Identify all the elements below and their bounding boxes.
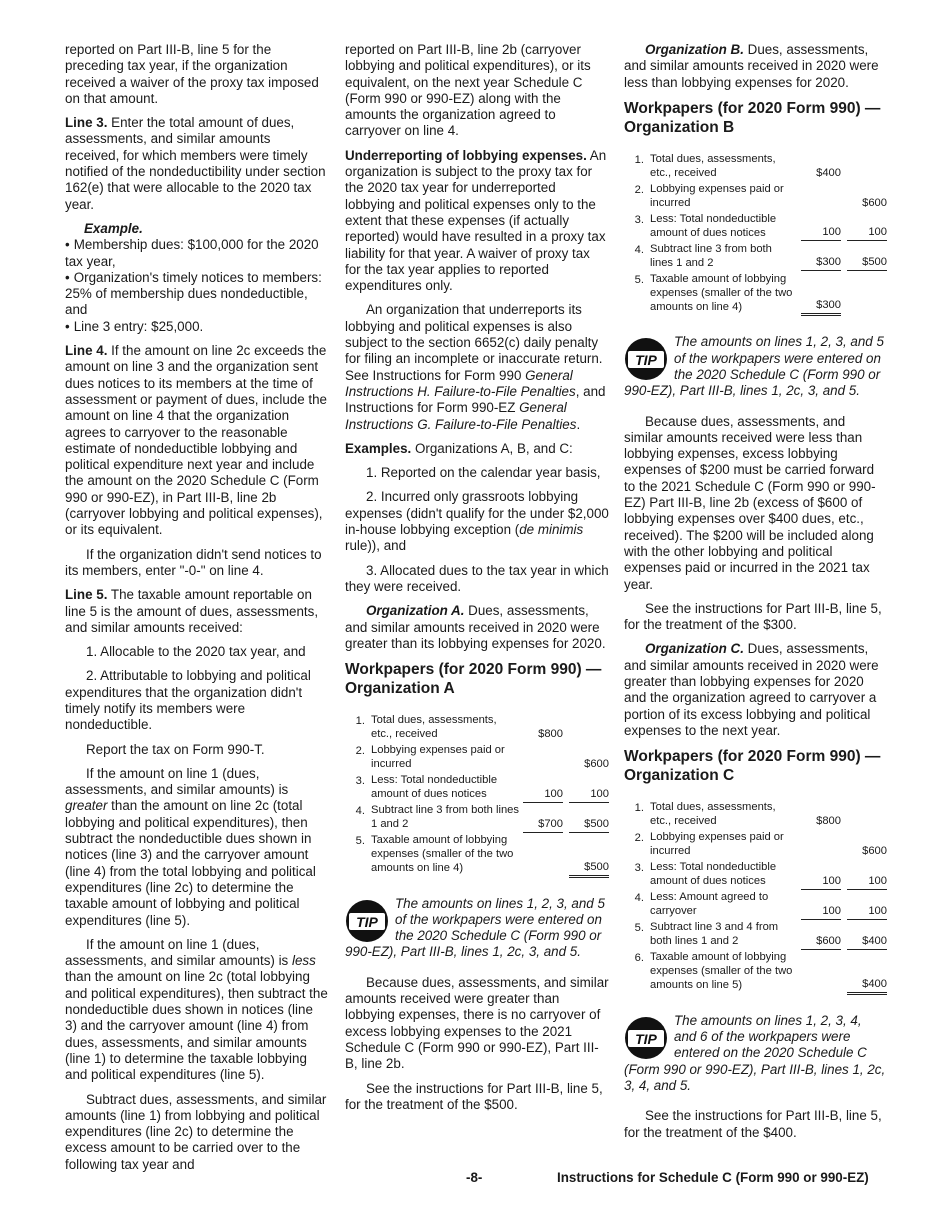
- table-row: [345, 832, 609, 876]
- amount-column-b: $600: [862, 845, 887, 858]
- bullet-icon: •: [65, 318, 70, 334]
- emphasis: less: [291, 953, 316, 969]
- line-description: Total dues, assessments, etc., received: [650, 801, 776, 828]
- amount-column-a: 100: [801, 859, 841, 889]
- line-3-heading: Line 3.: [65, 115, 108, 131]
- amount-column-a: [801, 829, 841, 859]
- line-number: 4.: [634, 243, 644, 256]
- org-a-heading: Organization A.: [366, 603, 465, 619]
- amount-column-a: $800: [538, 728, 563, 741]
- workpapers-b-table: [624, 151, 887, 317]
- line-description: Subtract line 3 from both lines 1 and 2: [650, 242, 772, 269]
- line-number: 1.: [634, 802, 644, 815]
- line-description: Total dues, assessments, etc., received: [371, 714, 497, 741]
- tip-icon: [345, 899, 389, 943]
- amount-column-a: $300: [801, 271, 841, 315]
- line-number: 5.: [355, 835, 365, 848]
- paragraph-examples: [345, 441, 609, 457]
- text: rule)), and: [345, 538, 407, 554]
- amount-column-a: 100: [801, 211, 841, 241]
- amount-column-b: $500: [569, 832, 609, 876]
- footer-title: Instructions for Schedule C (Form 990 or 990-EZ): [557, 1170, 869, 1185]
- tip-box: [345, 896, 609, 961]
- amount-column-a: $300: [801, 241, 841, 271]
- numbered-item: 2. Attributable to lobbying and political expenditures that the organization didn't timely notify its members were nondeductible.: [65, 668, 311, 733]
- underreporting-heading: Underreporting of lobbying expenses.: [345, 147, 587, 163]
- text: than the amount on line 2c (total lobbying and political expenditures), then subtract the nondeductible dues shown in notices (line 3) and the carryover amount (line 4) from the total lobbying and political expenditures (line 2c) to determine the taxable amount of lobbying and political expenditures (line 5).: [65, 798, 316, 928]
- emphasis: greater: [65, 798, 108, 814]
- tip-icon: [624, 1016, 668, 1060]
- column-2: [345, 42, 609, 1121]
- emphasis: General Instructions H. Failure-to-File Penalties: [345, 367, 576, 399]
- table-row: [345, 772, 609, 802]
- line-number: 2.: [355, 745, 365, 758]
- amount-column-a: $600: [801, 919, 841, 949]
- paragraph: See the instructions for Part III-B, line 5, for the treatment of the $400.: [624, 1108, 882, 1140]
- table-row: [624, 241, 887, 271]
- paragraph: Because dues, assessments, and similar amounts received were less than lobbying expenses, excess lobbying expenses of $200 must be carried forward to the 2021 Schedule C (Form 990 or 990-EZ) Part III-B, line 2b (excess of $600 of lobbying expenses over $400 dues, etc., received). The $200 will be included along with the other lobbying and political expenses paid or incurred in the 2021 tax year.: [624, 413, 876, 592]
- column-3: [624, 42, 887, 1149]
- text: An organization that underreports its lobbying and political expenses is also subject to the section 6652(c) daily penalty for filing an incomplete or inaccurate return. See Instructions for Form 990: [345, 302, 603, 383]
- paragraph-greater: [65, 766, 328, 929]
- line-5-text: The taxable amount reportable on line 5 is the amount of dues, assessments, and similar amounts received:: [65, 587, 319, 635]
- line-number: 4.: [355, 805, 365, 818]
- line-number: 1.: [634, 153, 644, 166]
- paragraph-underreporting: [345, 148, 609, 295]
- text: .: [576, 416, 581, 432]
- table-row: [345, 712, 609, 742]
- numbered-item: 1. Allocable to the 2020 tax year, and: [86, 644, 306, 660]
- numbered-item: [345, 489, 609, 554]
- tip-icon-label: TIP: [635, 1030, 657, 1047]
- table-row: [624, 829, 887, 859]
- numbered-item: 1. Reported on the calendar year basis,: [366, 465, 601, 481]
- paragraph: See the instructions for Part III-B, line 5, for the treatment of the $500.: [345, 1080, 603, 1112]
- line-description: Less: Total nondeductible amount of dues notices: [371, 774, 498, 801]
- org-b-text: Dues, assessments, and similar amounts received in 2020 were less than lobbying expenses for 2020.: [624, 42, 879, 90]
- text: than the amount on line 2c (total lobbying and political expenditures), then subtract the nondeductible dues shown in notices (line 3) and the carryover amount (line 4) from dues, assessments, and similar amounts (line 1) to determine the taxable lobbying and political expenditures (line 5).: [65, 969, 328, 1083]
- amount-column-a: 100: [523, 772, 563, 802]
- table-row: [624, 889, 887, 919]
- org-c-heading: Organization C.: [645, 641, 744, 657]
- table-row: [624, 859, 887, 889]
- table-row: [345, 802, 609, 832]
- amount-column-a: 100: [801, 889, 841, 919]
- amount-column-b: $400: [847, 949, 887, 993]
- amount-column-b: 100: [569, 772, 609, 802]
- workpapers-a-title: Workpapers (for 2020 Form 990) — Organization A: [345, 661, 602, 698]
- workpapers-b-title: Workpapers (for 2020 Form 990) — Organization B: [624, 99, 881, 136]
- workpapers-c-table: [624, 799, 887, 995]
- amount-column-a: [801, 949, 841, 993]
- paragraph-org-c: [624, 641, 887, 739]
- amount-column-b: $500: [569, 802, 609, 832]
- line-description: Less: Total nondeductible amount of dues notices: [650, 212, 777, 239]
- line-number: 2.: [634, 183, 644, 196]
- workpapers-a-table: [345, 712, 609, 878]
- line-description: Taxable amount of lobbying expenses (smaller of the two amounts on line 5): [650, 951, 793, 992]
- paragraph: reported on Part III-B, line 2b (carryover lobbying and political expenditures), or its equivalent, on the next year Schedule C (Form 990 or 990-EZ) along with the amounts the organization agreed to carryover on line 4.: [345, 42, 591, 139]
- bullet-icon: •: [65, 237, 70, 253]
- line-description: Lobbying expenses paid or incurred: [650, 182, 784, 209]
- bullet-text: Membership dues: $100,000 for the 2020 tax year,: [65, 237, 319, 269]
- table-row: [624, 151, 887, 181]
- org-a-text: Dues, assessments, and similar amounts received in 2020 were greater than its lobbying expenses for 2020.: [345, 603, 606, 651]
- workpapers-c-title: Workpapers (for 2020 Form 990) — Organization C: [624, 748, 881, 785]
- paragraph: Report the tax on Form 990-T.: [86, 741, 265, 757]
- line-number: 3.: [634, 213, 644, 226]
- line-3-text: Enter the total amount of dues, assessments, and similar amounts received, for which members were timely notified of the nondeductibility under section 162(e) that were allocable to the 2020 tax year.: [65, 115, 326, 212]
- paragraph: Subtract dues, assessments, and similar amounts (line 1) from lobbying and political expenditures (line 2c) to determine the excess amount to be carried over to the following tax year and: [65, 1091, 327, 1172]
- line-number: 4.: [634, 892, 644, 905]
- table-row: [624, 181, 887, 211]
- paragraph-penalty: [345, 302, 609, 432]
- amount-column-b: [569, 712, 609, 742]
- line-description: Less: Total nondeductible amount of dues notices: [650, 861, 777, 888]
- examples-text: Organizations A, B, and C:: [411, 440, 573, 456]
- line-description: Lobbying expenses paid or incurred: [650, 831, 784, 858]
- bullet-icon: •: [65, 269, 70, 285]
- amount-column-b: 100: [847, 859, 887, 889]
- line-description: Less: Amount agreed to carryover: [650, 891, 769, 918]
- tip-box: [624, 1013, 887, 1094]
- bullet-item: [65, 237, 328, 270]
- line-5-heading: Line 5.: [65, 587, 108, 603]
- amount-column-b: $500: [847, 241, 887, 271]
- amount-column-b: 100: [847, 211, 887, 241]
- paragraph: Because dues, assessments, and similar amounts received were greater than lobbying expenses, there is no carryover of excess lobbying expenses to the 2021 Schedule C (Form 990 or 990-EZ), Part III-B, line 2b.: [345, 974, 609, 1072]
- line-4-text: If the amount on line 2c exceeds the amount on line 3 and the organization sent dues notices to its members at the time of assessment or payment of dues, include the amount on line 4 that the organization agrees to carryover to the reasonable estimate of nondeductible lobbying and political expenditure next year and include the amount on the 2020 Schedule C (Form 990 or 990-EZ), in Part III-B, line 2b (carryover lobbying and political expenses), or its equivalent.: [65, 343, 328, 538]
- tip-icon: [624, 337, 668, 381]
- amount-column-b: 100: [847, 889, 887, 919]
- emphasis: General Instructions G. Failure-to-File Penalties: [345, 400, 577, 432]
- amount-column-a: [801, 181, 841, 211]
- text: 2. Incurred only grassroots lobbying expenses (didn't qualify for the under $2,000 in-house lobbying exception (: [345, 489, 609, 538]
- line-description: Subtract line 3 from both lines 1 and 2: [371, 804, 519, 831]
- line-number: 5.: [634, 273, 644, 286]
- examples-heading: Examples.: [345, 440, 412, 456]
- table-row: [624, 919, 887, 949]
- bullet-text: Line 3 entry: $25,000.: [73, 318, 204, 334]
- text: If the amount on line 1 (dues, assessments, and similar amounts) is: [65, 936, 292, 969]
- line-description: Total dues, assessments, etc., received: [650, 152, 776, 179]
- amount-column-a: [523, 832, 563, 876]
- emphasis: de minimis: [519, 522, 584, 538]
- amount-column-b: [847, 151, 887, 181]
- line-description: Taxable amount of lobbying expenses (smaller of the two amounts on line 4): [371, 834, 514, 875]
- amount-column-b: $600: [584, 758, 609, 771]
- paragraph: If the organization didn't send notices to its members, enter "-0-" on line 4.: [65, 546, 322, 578]
- numbered-item: 3. Allocated dues to the tax year in which they were received.: [345, 562, 609, 594]
- line-number: 5.: [634, 922, 644, 935]
- line-description: Lobbying expenses paid or incurred: [371, 744, 505, 771]
- amount-column-a: $800: [816, 815, 841, 828]
- amount-column-b: $400: [847, 919, 887, 949]
- amount-column-b: [847, 799, 887, 829]
- table-row: [345, 742, 609, 772]
- bullet-item: [65, 319, 328, 335]
- line-number: 2.: [634, 832, 644, 845]
- underreporting-text: An organization is subject to the proxy tax for the 2020 tax year for underreported lobbying and political expenses only to the extent that these expenses (if actually reported) would have resulted in a proxy tax liability for that year. A waiver of proxy tax for the tax year applies to reported expenditures only.: [345, 147, 607, 294]
- bullet-item: [65, 270, 328, 319]
- table-row: [624, 271, 887, 315]
- tip-icon-label: TIP: [356, 913, 378, 930]
- line-description: Subtract line 3 and 4 from both lines 1 and 2: [650, 921, 779, 948]
- line-number: 3.: [634, 862, 644, 875]
- paragraph: See the instructions for Part III-B, line 5, for the treatment of the $300.: [624, 600, 882, 633]
- table-row: [624, 949, 887, 993]
- column-1: [65, 42, 328, 1181]
- amount-column-a: $400: [816, 166, 841, 179]
- table-row: [624, 799, 887, 829]
- text: If the amount on line 1 (dues, assessments, and similar amounts) is: [65, 765, 289, 798]
- example-label: Example.: [84, 220, 143, 236]
- paragraph-org-a: [345, 603, 609, 652]
- amount-column-b: $600: [862, 196, 887, 209]
- line-description: Taxable amount of lobbying expenses (smaller of the two amounts on line 4): [650, 272, 793, 313]
- tip-box: [624, 334, 887, 399]
- page-number: -8-: [466, 1170, 483, 1185]
- amount-column-a: [523, 742, 563, 772]
- text: , and Instructions for Form 990-EZ: [345, 383, 606, 416]
- line-number: 1.: [355, 715, 365, 728]
- paragraph-line-5: [65, 587, 328, 636]
- table-row: [624, 211, 887, 241]
- paragraph-line-3: [65, 115, 328, 213]
- tip-text: The amounts on lines 1, 2, 3, and 5 of the workpapers were entered on the 2020 Schedule C (Form 990 or 990-EZ), Part III-B, lines 1, 2c, 3, and 5.: [345, 895, 605, 960]
- amount-column-a: $700: [523, 802, 563, 832]
- tip-text: The amounts on lines 1, 2, 3, 4, and 6 of the workpapers were entered on the 2020 Schedule C (Form 990 or 990-EZ), Part III-B, lines 1, 2c, 3, 4, and 5.: [624, 1012, 886, 1093]
- org-b-heading: Organization B.: [645, 42, 744, 57]
- amount-column-b: [847, 271, 887, 315]
- bullet-text: Organization's timely notices to members: 25% of membership dues nondeductible, and: [65, 269, 322, 318]
- tip-icon-label: TIP: [635, 352, 657, 369]
- line-number: 3.: [355, 775, 365, 788]
- line-4-heading: Line 4.: [65, 343, 108, 359]
- paragraph: reported on Part III-B, line 5 for the preceding tax year, if the organization received a waiver of the proxy tax imposed on that amount.: [65, 42, 319, 106]
- line-number: 6.: [634, 952, 644, 965]
- paragraph-less: [65, 937, 328, 1084]
- paragraph-org-b: [624, 42, 887, 91]
- tip-text: The amounts on lines 1, 2, 3, and 5 of the workpapers were entered on the 2020 Schedule C (Form 990 or 990-EZ), Part III-B, lines 1, 2c, 3, and 5.: [624, 334, 884, 399]
- paragraph-line-4: [65, 343, 328, 539]
- org-c-text: Dues, assessments, and similar amounts received in 2020 were greater than lobbying expenses for 2020 and the organization agreed to carryover a portion of its excess lobbying and political expenses to the next year.: [624, 641, 879, 738]
